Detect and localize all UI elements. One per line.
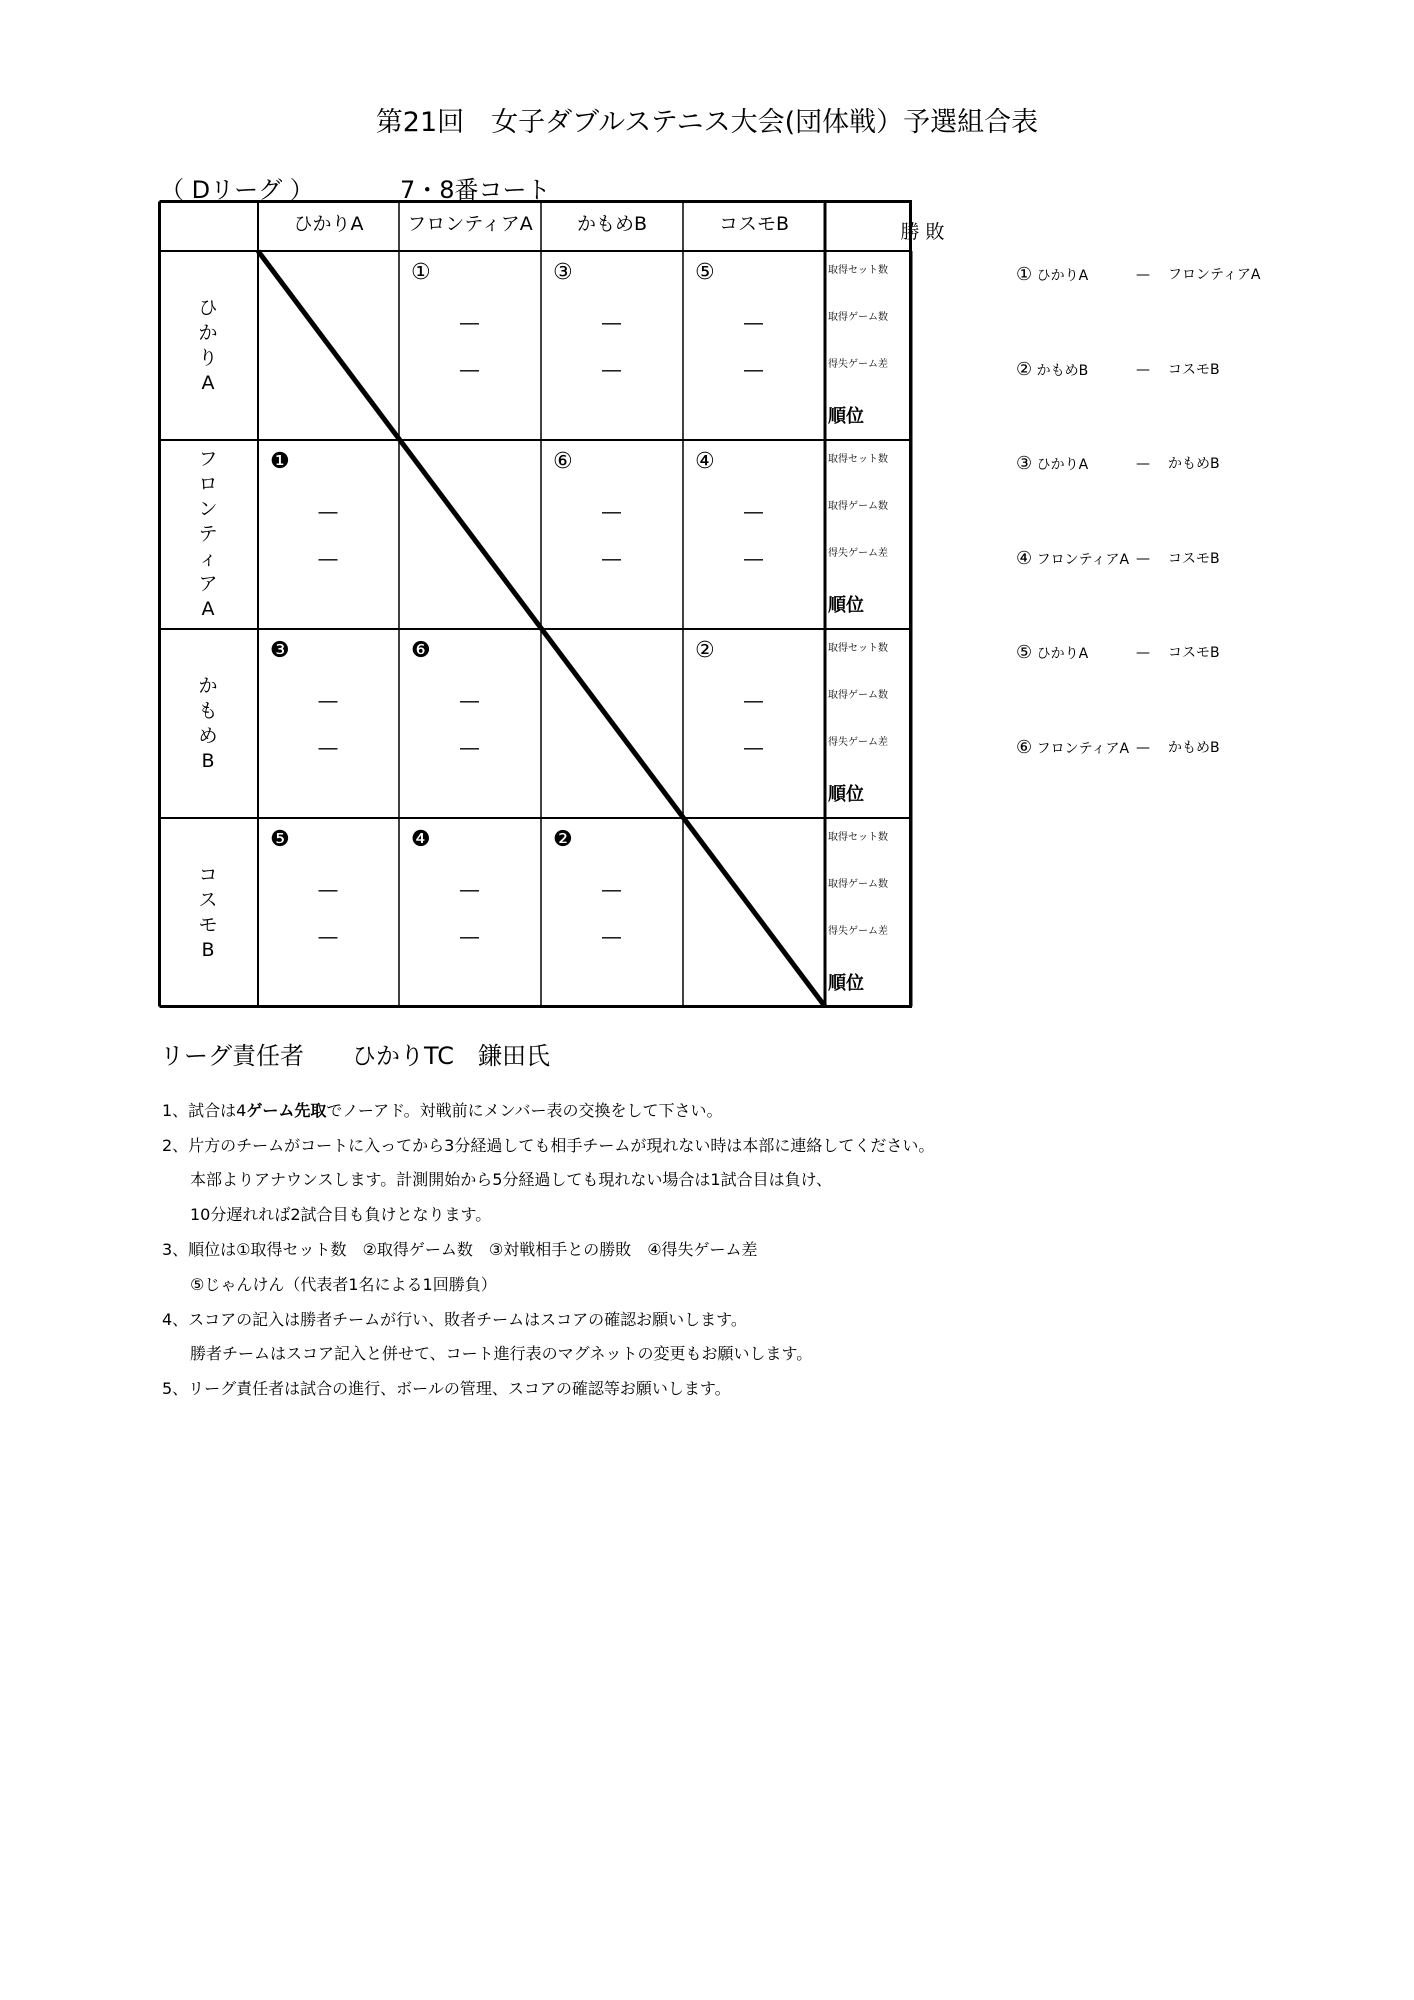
match-number-mark: ④ [695,449,715,474]
row-header [158,251,258,440]
row-header-char: A [201,598,215,620]
score-dash: ― [460,690,479,712]
league-manager-club: ひかりTC [352,1042,455,1070]
match-number-mark: ❸ [270,638,290,663]
match-dash: — [1136,645,1150,661]
match-team-b: かもめB [1168,456,1220,472]
score-dash: ― [460,926,479,948]
match-dash: — [1136,267,1150,283]
stat-label: 取得ゲーム数 [828,501,888,512]
rule-2-line-2: 本部よりアナウンスします。計測開始から5分経過しても現れない場合は1試合目は負け、 [190,1170,832,1189]
stat-label: 取得セット数 [828,832,888,843]
row-header [158,629,258,818]
result-header: 勝 敗 [900,221,945,243]
stat-label: 取得セット数 [828,643,888,654]
row-header-char: り [198,346,218,369]
row-header-char: ィ [198,548,218,570]
rule-2-line-3: 10分遅れれば2試合目も負けとなります。 [190,1205,492,1224]
score-dash: ― [602,359,621,381]
row-header [158,818,258,1008]
rule-1-text: 1、試合は4 [162,1101,247,1120]
score-dash: ― [318,548,338,570]
match-number: ⑥ [1016,737,1033,758]
match-team-b: フロンティアA [1168,267,1261,283]
column-header: かもめB [576,213,648,235]
match-team-a: フロンティアA [1036,552,1130,568]
rank-label: 順位 [828,784,864,805]
match-number: ⑤ [1016,642,1033,663]
row-header-char: ス [198,889,218,911]
score-dash: ― [744,501,763,523]
score-dash: ― [460,737,479,759]
league-manager-label: リーグ責任者 [160,1042,304,1070]
row-header [158,440,258,629]
stat-label: 取得ゲーム数 [828,690,888,701]
row-header-char: フ [198,448,218,470]
row-header-char: B [201,939,215,961]
score-dash: ― [460,359,479,381]
score-dash: ― [318,737,338,759]
row-header-char: B [201,749,215,772]
page-title: 第21回 女子ダブルステニス大会(団体戦）予選組合表 [375,107,1039,138]
score-dash: ― [602,548,621,570]
match-team-b: コスモB [1168,362,1220,378]
match-team-a: ひかりA [1036,457,1089,473]
match-number: ③ [1016,453,1033,474]
row-header-char: ア [198,573,218,595]
row-header-char: か [198,674,218,697]
score-dash: ― [602,312,621,334]
match-number-mark: ① [411,260,431,285]
score-dash: ― [318,501,338,523]
match-number-mark: ❶ [270,449,290,474]
score-dash: ― [744,548,763,570]
league-name: （ Dリーグ ） [160,176,314,204]
stat-label: 得失ゲーム差 [828,926,888,937]
match-team-b: かもめB [1168,740,1220,756]
match-number-mark: ❻ [411,638,431,663]
round-robin-table [158,200,1020,1008]
stat-label: 取得セット数 [828,265,888,276]
score-dash: ― [744,737,763,759]
match-team-b: コスモB [1168,645,1220,661]
match-dash: — [1136,551,1150,567]
rule-1 [162,1101,723,1121]
match-team-a: ひかりA [1036,268,1089,284]
row-header-char: テ [198,523,218,545]
match-number: ② [1016,359,1033,380]
match-number-mark: ③ [553,260,573,285]
match-dash: — [1136,456,1150,472]
rule-2: 2、片方のチームがコートに入ってから3分経過しても相手チームが現れない時は本部に連絡してください。 [162,1136,935,1155]
rule-4-line-2: 勝者チームはスコア記入と併せて、コート進行表のマグネットの変更もお願いします。 [190,1344,813,1363]
column-header: コスモB [718,213,790,235]
stat-label: 取得ゲーム数 [828,879,888,890]
row-header-char: ロ [198,473,218,495]
match-team-a: ひかりA [1036,646,1089,662]
match-number: ① [1016,264,1033,285]
table-grid-lines [158,200,1020,1008]
match-number-mark: ⑤ [695,260,715,285]
score-dash: ― [602,926,621,948]
rank-label: 順位 [828,973,864,994]
stat-label: 取得セット数 [828,454,888,465]
rank-label: 順位 [828,595,864,616]
stat-label: 取得ゲーム数 [828,312,888,323]
match-team-b: コスモB [1168,551,1220,567]
score-dash: ― [744,359,763,381]
match-number: ④ [1016,548,1033,569]
match-number-mark: ❹ [411,827,431,852]
row-header-char: ひ [198,296,218,319]
match-number-mark: ❷ [553,827,573,852]
row-header-char: か [198,321,218,344]
column-header: フロンティアA [407,213,533,235]
row-header-char: ン [198,498,218,520]
score-dash: ― [318,690,338,712]
stat-label: 得失ゲーム差 [828,359,888,370]
match-number-mark: ⑥ [553,449,573,474]
row-header-char: コ [198,864,218,886]
score-dash: ― [318,879,338,901]
match-dash: — [1136,362,1150,378]
rule-3-line-2: ⑤じゃんけん（代表者1名による1回勝負） [190,1275,497,1294]
rule-1-text-rest: でノーアド。対戦前にメンバー表の交換をして下さい。 [326,1101,723,1120]
match-dash: — [1136,740,1150,756]
court-number: 7・8番コート [400,176,551,204]
league-manager [160,1036,550,1071]
score-dash: ― [602,501,621,523]
stat-label: 得失ゲーム差 [828,737,888,748]
column-header: ひかりA [293,213,364,235]
score-dash: ― [744,312,763,334]
stat-label: 得失ゲーム差 [828,548,888,559]
row-header-char: め [198,724,218,747]
rule-5: 5、リーグ責任者は試合の進行、ボールの管理、スコアの確認等お願いします。 [162,1379,731,1398]
score-dash: ― [602,879,621,901]
score-dash: ― [460,879,479,901]
score-dash: ― [460,312,479,334]
score-dash: ― [318,926,338,948]
rule-4: 4、スコアの記入は勝者チームが行い、敗者チームはスコアの確認お願いします。 [162,1310,747,1329]
match-team-a: フロンティアA [1036,741,1130,757]
rule-1-emphasis: ゲーム先取 [246,1101,327,1120]
row-header-char: A [201,371,215,394]
match-number-mark: ② [695,638,715,663]
rank-label: 順位 [828,406,864,427]
row-header-char: も [198,699,218,722]
match-number-mark: ❺ [270,827,290,852]
league-manager-name: 鎌田氏 [478,1042,551,1070]
match-team-a: かもめB [1036,363,1089,379]
score-dash: ― [744,690,763,712]
row-header-char: モ [198,914,218,936]
rule-3: 3、順位は①取得セット数 ②取得ゲーム数 ③対戦相手との勝敗 ④得失ゲーム差 [162,1240,758,1259]
